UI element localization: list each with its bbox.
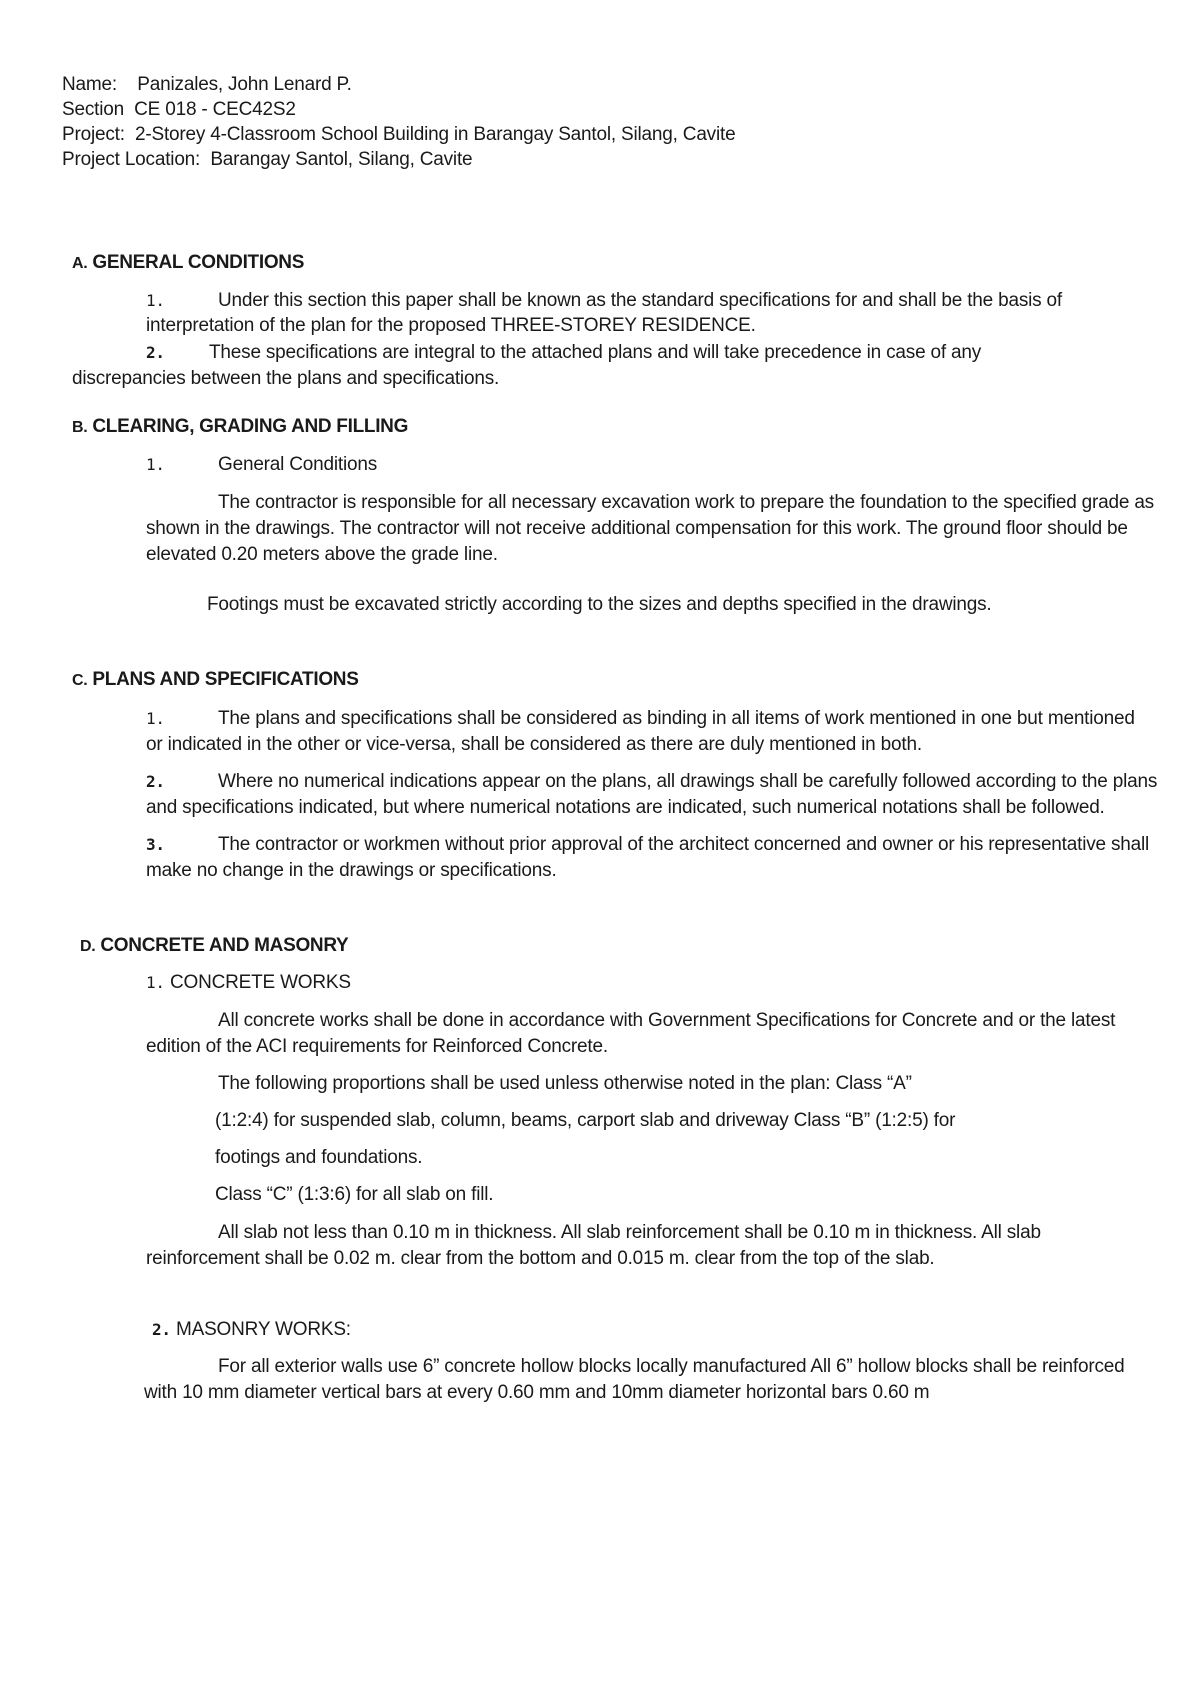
name-line: [62, 72, 352, 98]
project-value: 2-Storey 4-Classroom School Building in Barangay Santol, Silang, Cavite: [135, 124, 736, 145]
name-label: Name:: [62, 74, 117, 95]
name-value: Panizales, John Lenard P.: [137, 74, 352, 95]
section-d-para-2: The following proportions shall be used unless otherwise noted in the plan: Class “A”: [218, 1073, 912, 1094]
section-c-heading: C. PLANS AND SPECIFICATIONS: [72, 669, 359, 690]
section-a-item-1: 1. Under this section this paper shall be known as the standard specifications for and shall be the basis of: [146, 290, 1063, 311]
section-d-heading: D. CONCRETE AND MASONRY: [80, 935, 349, 956]
project-line: [62, 122, 735, 148]
section-b-para-1-l2: shown in the drawings. The contractor will not receive additional compensation for this work. The ground floor should be: [146, 518, 1128, 539]
section-b-heading: B. CLEARING, GRADING AND FILLING: [72, 416, 409, 437]
project-label: Project:: [62, 124, 125, 145]
section-b-para-2: Footings must be excavated strictly according to the sizes and depths specified in the drawings.: [207, 594, 992, 615]
section-a-heading: A. GENERAL CONDITIONS: [72, 252, 305, 273]
section-c-item-3: 3. The contractor or workmen without prior approval of the architect concerned and owner or his representative shall: [146, 834, 1150, 855]
section-a-item-2: 2. These specifications are integral to the attached plans and will take precedence in case of any: [146, 342, 982, 363]
section-c-item-1-cont: or indicated in the other or vice-versa, shall be considered as there are duly mentioned in both.: [146, 734, 922, 755]
section-d-item-1: 1. CONCRETE WORKS: [146, 972, 351, 993]
location-label: Project Location:: [62, 149, 201, 170]
section-c-item-2-cont: and specifications indicated, but where numerical notations are indicated, such numerical notations shall be followed.: [146, 797, 1105, 818]
section-d-para-6-l2: reinforcement shall be 0.02 m. clear from the bottom and 0.015 m. clear from the top of the slab.: [146, 1248, 935, 1269]
section-d-para-6: All slab not less than 0.10 m in thickness. All slab reinforcement shall be 0.10 m in thickness. All slab: [218, 1222, 1041, 1243]
section-d-item-2: 2. MASONRY WORKS:: [152, 1319, 351, 1340]
location-line: [62, 147, 472, 173]
section-a-item-2-cont: discrepancies between the plans and specifications.: [72, 368, 500, 389]
location-value: Barangay Santol, Silang, Cavite: [210, 149, 473, 170]
section-d-para-7: For all exterior walls use 6” concrete hollow blocks locally manufactured All 6” hollow blocks shall be reinforced: [218, 1356, 1125, 1377]
section-d-para-7-l2: with 10 mm diameter vertical bars at every 0.60 mm and 10mm diameter horizontal bars 0.60 m: [144, 1382, 930, 1403]
section-label: Section: [62, 99, 124, 120]
section-c-item-2: 2. Where no numerical indications appear on the plans, all drawings shall be carefully followed according to the plans: [146, 771, 1158, 792]
section-line: [62, 97, 296, 123]
section-d-para-3: (1:2:4) for suspended slab, column, beams, carport slab and driveway Class “B” (1:2:5) for: [215, 1110, 956, 1131]
section-d-para-1-l2: edition of the ACI requirements for Reinforced Concrete.: [146, 1036, 608, 1057]
section-a-item-1-cont: interpretation of the plan for the proposed THREE-STOREY RESIDENCE.: [146, 315, 756, 336]
section-d-para-4: footings and foundations.: [215, 1147, 423, 1168]
section-b-para-1: The contractor is responsible for all necessary excavation work to prepare the foundation to the specified grade as: [218, 492, 1154, 513]
section-c-item-1: 1. The plans and specifications shall be considered as binding in all items of work mentioned in one but mentioned: [146, 708, 1135, 729]
section-d-para-5: Class “C” (1:3:6) for all slab on fill.: [215, 1184, 494, 1205]
section-b-item-1: 1. General Conditions: [146, 454, 378, 475]
section-c-item-3-cont: make no change in the drawings or specifications.: [146, 860, 557, 881]
section-d-para-1: All concrete works shall be done in accordance with Government Specifications for Concrete and or the latest: [218, 1010, 1116, 1031]
section-value: CE 018 - CEC42S2: [134, 99, 296, 120]
section-b-para-1-l3: elevated 0.20 meters above the grade line.: [146, 544, 498, 565]
